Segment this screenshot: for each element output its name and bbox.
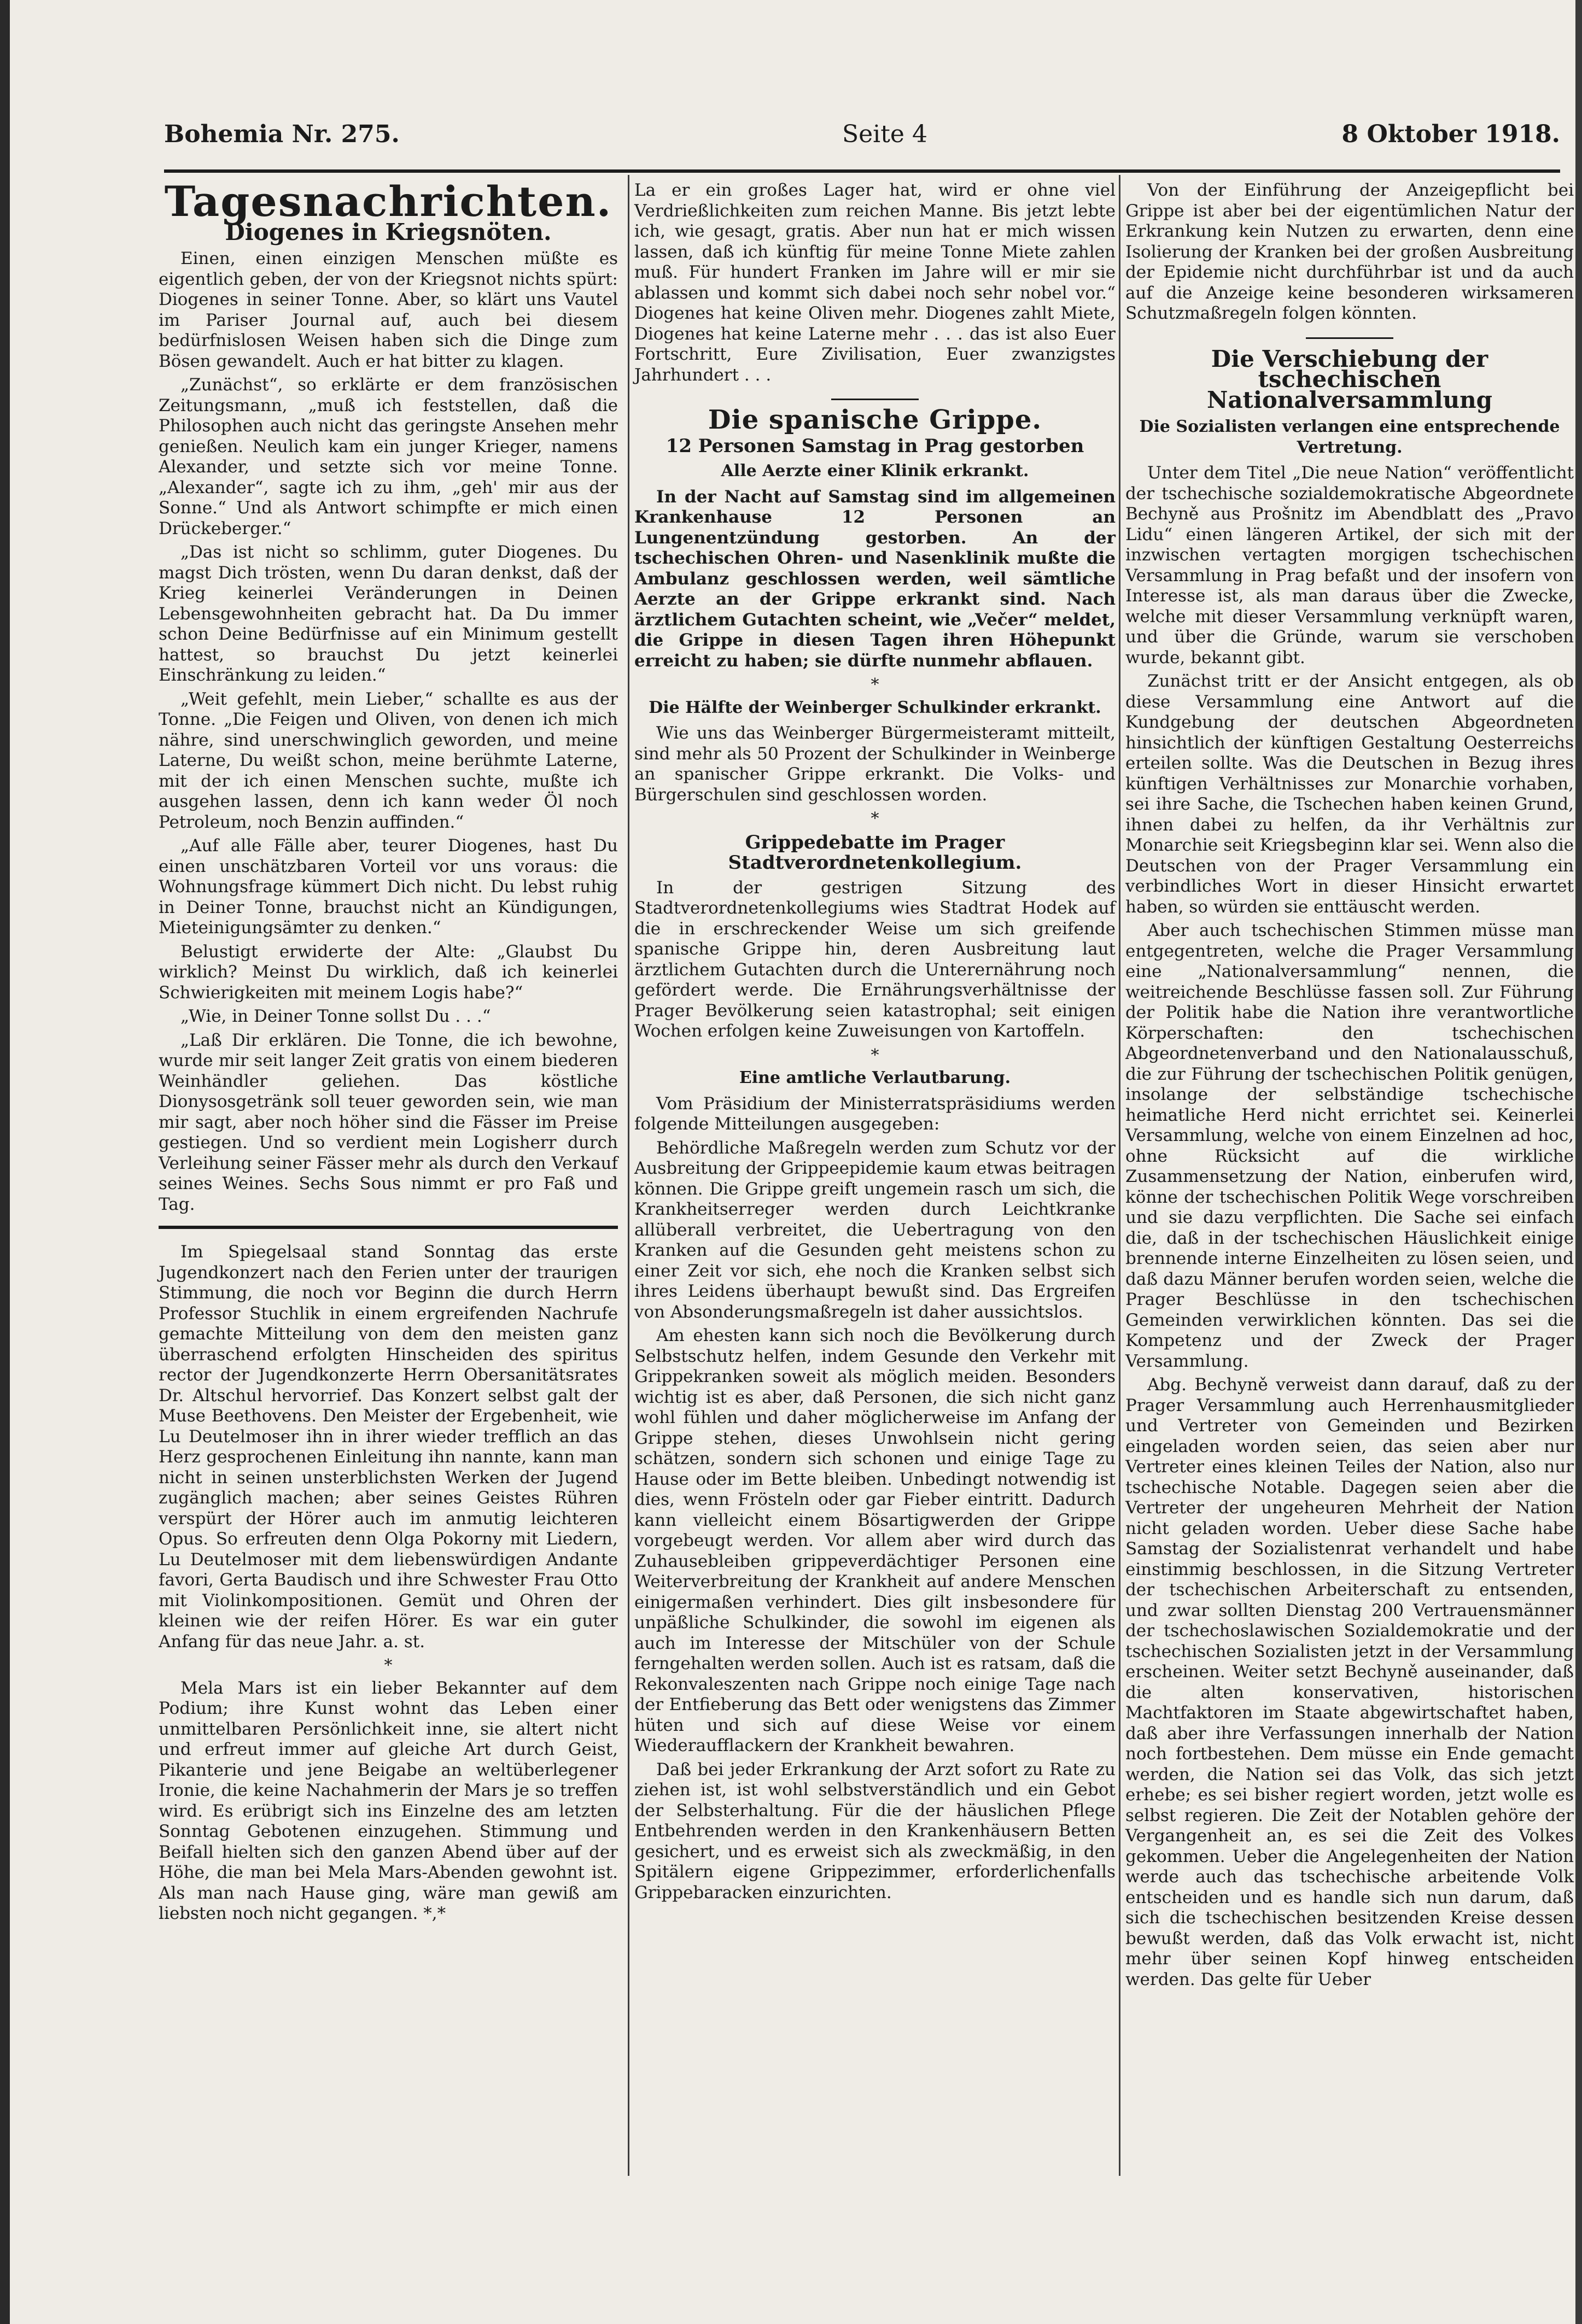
article-paragraph: Daß bei jeder Erkrankung der Arzt sofort zu Rate zu ziehen ist, ist wohl selbstverständlich und ein Gebot der Selbsterhaltung. Für die der häuslichen Pflege Entbehrenden werden in den Krankenhäusern Betten gesichert, und es erweist sich als zweckmäßig, in den Spitälern eigene Grippezimmer, erforderlichenfalls Grippebaracken einzurichten. xyxy=(634,1759,1116,1902)
article-paragraph: Behördliche Maßregeln werden zum Schutz vor der Ausbreitung der Grippeepidemie kaum etwas beitragen können. Die Grippe greift ungemein rasch um sich, die Krankheitserreger werden durch Leichtkranke allüberall verbreitet, die Uebertragung von den Kranken auf die Gesunden geht meistens schon zu einer Zeit vor sich, ehe noch die Kranken selbst sich ihres Leidens überhaupt bewußt sind. Das Ergreifen von Absonderungsmaßregeln ist daher aussichtslos. xyxy=(634,1138,1116,1322)
article-subheading: Die Hälfte der Weinberger Schulkinder erkrankt. xyxy=(649,698,1101,717)
article-body xyxy=(634,1094,1116,1904)
article-paragraph: „Wie, in Deiner Tonne sollst Du . . .“ xyxy=(180,1006,491,1026)
column-rule xyxy=(628,175,629,2176)
article-paragraph: Im Spiegelsaal stand Sonntag das erste Jugendkonzert nach den Ferien unter der traurigen Stimmung, die noch vor Beginn die durch Herrn Professor Stuchlik in einem ergreifenden Nachrufe gemachte Mitteilung von dem den meisten ganz überraschend erfolgten Hinscheiden des spiritus rector der Jugendkonzerte Herrn Obersanitätsrates Dr. Altschul hervorrief. Das Konzert selbst galt der Muse Beethovens. Den Meister der Ergebenheit, wie Lu Deutelmoser ihn in ihrer wieder trefflich an das Herz gesprochenen Einleitung ihn nannte, kann man nicht in seinen unsterblichsten Werken der Jugend zugänglich machen; aber seines Geistes Rühren verspürt der Hörer auch im anmutig leichteren Opus. So erfreuten denn Olga Pokorny mit Liedern, Lu Deutelmoser mit dem liebenswürdigen Andante favori, Gerta Baudisch und ihre Schwester Frau Otto mit Violinkompositionen. Gemüt und Ohren der kleinen wie der reifen Hörer. Es war ein guter Anfang für das neue Jahr. a. st. xyxy=(159,1242,618,1652)
article-continuation: La er ein großes Lager hat, wird er ohne viel Verdrießlichkeiten zum reichen Manne. Bis jetzt lebte ich, wie gesagt, gratis. Aber nun hat er mich wissen lassen, daß ich künftig für meine Tonne Miete zahlen muß. Für hundert Franken im Jahre will er mir sie ablassen und kommt sich dabei noch sehr nobel vor.“ Diogenes hat keine Oliven mehr. Diogenes zahlt Miete, Diogenes hat keine Laterne mehr . . . das ist also Euer Fortschritt, Eure Zivilisation, Euer zwanzigstes Jahrhundert . . . xyxy=(634,180,1116,385)
section-title: Tagesnachrichten. xyxy=(164,177,612,226)
article-body xyxy=(1125,463,1574,1990)
article-paragraph: Von der Einführung der Anzeigepflicht bei Grippe ist aber bei der eigentümlichen Natur der Erkrankung kein Nutzen zu erwarten, denn eine Isolierung der Kranken bei der großen Ausbreitung der Epidemie nicht durchführbar ist und da auch auf die Anzeige keine besonderen wirksameren Schutzmaßregeln folgen könnten. xyxy=(1125,180,1574,323)
article-title: Die spanische Grippe. xyxy=(708,405,1042,435)
column-3 xyxy=(1125,180,1574,1989)
article-paragraph: Aber auch tschechischen Stimmen müsse man entgegentreten, welche die Prager Versammlung eine „Nationalversammlung“ nennen, die weitreichende Beschlüsse fassen soll. Zur Führung der Politik habe die Nation ihre verantwortliche Körperschaften: den tschechischen Abgeordnetenverband und den Nationalausschuß, die zur Führung der tschechischen Politik genügen, insolange der selbständige tschechische heimatliche Herd nicht errichtet sei. Keinerlei Versammlung, welche von einem Einzelnen ad hoc, ohne Rücksicht auf die wirkliche Zusammensetzung der Nation, einberufen wird, könne der tschechischen Politik Wege vorschreiben und sie dazu verpflichten. Die Sache sei einfach die, daß in der tschechischen Häuslichkeit einige brennende interne Einzelheiten zu lösen seien, und daß dazu Männer berufen worden seien, welche die Prager Beschlüsse in den tschechischen Gemeinden verwirklichen könnten. Das sei die Kompetenz und der Zweck der Prager Versammlung. xyxy=(1125,921,1574,1371)
scan-edge-left xyxy=(0,0,10,2324)
article-body xyxy=(159,1242,618,1652)
article-title: Diogenes in Kriegsnöten. xyxy=(225,218,552,245)
issue-number: Bohemia Nr. 275. xyxy=(164,120,400,148)
section-divider xyxy=(159,1226,618,1229)
issue-date: 8 Oktober 1918. xyxy=(1341,120,1560,148)
article-paragraph: Am ehesten kann sich noch die Bevölkerung durch Selbstschutz helfen, indem Gesunde den Verkehr mit Grippekranken soweit als möglich meiden. Besonders wichtig ist es aber, daß Personen, die sich nicht ganz wohl fühlen und daher möglicherweise im Anfang der Grippe stehen, dieses Unwohlsein nicht gering schätzen, sondern sich schonen und einige Tage zu Hause oder im Bette bleiben. Unbedingt notwendig ist dies, wenn Frösteln oder gar Fieber eintritt. Dadurch kann vielleicht einem Bösartigwerden der Grippe vorgebeugt werden. Vor allem aber wird durch das Zuhausebleiben grippeverdächtiger Personen eine Weiterverbreitung der Krankheit auf andere Menschen einigermaßen verhindert. Dies gilt insbesondere für unpäßliche Schulkinder, die sowohl im eigenen als auch im Interesse der Mitschüler von der Schule ferngehalten werden sollen. Auch ist es ratsam, daß die Rekonvaleszenten nach Grippe noch einige Tage nach der Entfieberung das Bett oder wenigstens das Zimmer hüten und sich auf diese Weise vor einem Wiederaufflackern der Krankheit bewahren. xyxy=(634,1326,1116,1755)
separator-star: * xyxy=(384,1656,393,1675)
article-paragraph: „Weit gefehlt, mein Lieber,“ schallte es aus der Tonne. „Die Feigen und Oliven, von denen ich mich nähre, sind unerschwinglich geworden, und meine Laterne, Du weißt schon, meine berühmte Laterne, mit der ich einen Menschen suchte, mußte ich ausgehen lassen, denn ich kann weder Öl noch Petroleum, noch Benzin auffinden.“ xyxy=(159,689,618,832)
scan-edge-right xyxy=(1575,0,1582,2324)
section-divider xyxy=(831,399,919,400)
article-body xyxy=(159,249,618,1215)
article-paragraph: Einen, einen einzigen Menschen müßte es eigentlich geben, der von der Kriegsnot nichts spürt: Diogenes in seiner Tonne. Aber, so klärt uns Vautel im Pariser Journal auf, auch bei diesem bedürfnislosen Weisen haben sich die Dinge zum Bösen gewandelt. Auch er hat bitter zu klagen. xyxy=(159,249,618,371)
article-paragraph: Unter dem Titel „Die neue Nation“ veröffentlicht der tschechische sozialdemokratische Abgeordnete Bechyně aus Prošnitz im Abendblatt des „Pravo Lidu“ einen längeren Artikel, der sich mit der inzwischen vertagten morgigen tschechischen Versammlung in Prag befaßt und der insofern von Interesse ist, als man daraus über die Zwecke, welche mit dieser Versammlung verknüpft waren, und über die Gründe, warum sie verschoben wurde, bekannt gibt. xyxy=(1125,463,1574,668)
header-rule xyxy=(164,169,1560,173)
article-paragraph: „Laß Dir erklären. Die Tonne, die ich bewohne, wurde mir seit langer Zeit gratis von einem biederen Weinhändler geliehen. Das köstliche Dionysosgetränk soll teuer geworden sein, wie man mir sagt, aber noch höher sind die Fässer im Preise gestiegen. Und so verdient mein Logisherr durch Verleihung seiner Fässer mehr als durch den Verkauf seines Weines. Sechs Sous nimmt er pro Faß und Tag. xyxy=(159,1030,618,1214)
article-subheading: Alle Aerzte einer Klinik erkrankt. xyxy=(721,461,1029,481)
page-header xyxy=(164,115,1560,159)
column-1 xyxy=(159,177,618,2138)
separator-star: * xyxy=(871,675,879,694)
article-subheading: Grippedebatte im Prager Stadtverordnetenkollegium. xyxy=(728,831,1022,874)
page-number: Seite 4 xyxy=(842,120,927,148)
article-subheading: Eine amtliche Verlautbarung. xyxy=(739,1068,1011,1087)
article-paragraph: Abg. Bechyně verweist dann darauf, daß zu der Prager Versammlung auch Herrenhausmitglieder und Vertreter von Gemeinden und Bezirken eingeladen worden seien, das seien aber nur Vertreter eines kleinen Teiles der Nation, also nur tschechische Notable. Dagegen seien aber die Vertreter der ungeheuren Mehrheit der Nation nicht geladen worden. Ueber diese Sache habe Samstag der Sozialistenrat verhandelt und habe einstimmig beschlossen, in die Sitzung Vertreter der tschechischen Arbeiterschaft zu entsenden, und zwar sollten Dienstag 200 Vertrauensmänner der tschechoslawischen Sozialdemokratie und der tschechischen Sozialisten jetzt in der Versammlung erscheinen. Weiter setzt Bechyně auseinander, daß die alten konservativen, historischen Machtfaktoren im Staate abgewirtschaftet haben, daß aber ihre Verfassungen innerhalb der Nation noch fortbestehen. Dem müsse ein Ende gemacht werden, die Nation sei das Volk, das sich jetzt erhebe; es sei bisher regiert worden, jetzt wolle es selbst regieren. Die Zeit der Notablen gehöre der Vergangenheit an, es sei die Zeit des Volkes gekommen. Ueber die Angelegenheiten der Nation werde auch das tschechische arbeitende Volk entscheiden und es handle sich nun darum, daß sich die tschechischen besitzenden Kreise dessen bewußt werden, daß das Volk erwacht ist, nicht mehr über seinen Kopf hinweg entscheiden werden. Das gelte für Ueber xyxy=(1125,1375,1574,1989)
article-paragraph: In der Nacht auf Samstag sind im allgemeinen Krankenhause 12 Personen an Lungenentzündung gestorben. An der tschechischen Ohren- und Nasenklinik mußte die Ambulanz geschlossen werden, weil sämtliche Aerzte an der Grippe erkrankt sind. Nach ärztlichem Gutachten scheint, wie „Večer“ meldet, die Grippe in diesen Tagen ihren Höhepunkt erreicht zu haben; sie dürfte nunmehr abflauen. xyxy=(634,487,1116,671)
article-body xyxy=(159,1678,618,1924)
section-divider xyxy=(1306,337,1393,339)
article-paragraph: Mela Mars ist ein lieber Bekannter auf dem Podium; ihre Kunst wohnt das Leben einer unmittelbaren Persönlichkeit inne, sie altert nicht und erfreut immer auf gleiche Art durch Geist, Pikanterie und jene Beigabe an weltüberlegener Ironie, die keine Nachahmerin der Mars je so treffen wird. Es erübrigt sich ins Einzelne des am letzten Sonntag Gebotenen einzugehen. Stimmung und Beifall hielten sich den ganzen Abend über auf der Höhe, die man bei Mela Mars-Abenden gewohnt ist. Als man nach Hause ging, wäre man gewiß am liebsten noch nicht gegangen. *,* xyxy=(159,1678,618,1923)
article-paragraph: In der gestrigen Sitzung des Stadtverordnetenkollegiums wies Stadtrat Hodek auf die in erschreckender Weise um sich greifende spanische Grippe hin, deren Ausbreitung laut ärztlichem Gutachten durch die Unterernährung noch gefördert werde. Die Ernährungsverhältnisse der Prager Bevölkerung seien katastrophal; seit einigen Wochen erfolgen keine Zuweisungen von Kartoffeln. xyxy=(634,877,1116,1041)
column-rule xyxy=(1119,175,1120,2176)
article-paragraph: Vom Präsidium der Ministerratspräsidiums werden folgende Mitteilungen ausgegeben: xyxy=(634,1093,1116,1134)
column-2 xyxy=(634,180,1116,2198)
article-paragraph: „Das ist nicht so schlimm, guter Diogenes. Du magst Dich trösten, wenn Du daran denkst, daß der Krieg keinerlei Veränderungen in Deinen Lebensgewohnheiten gebracht hat. Da Du immer schon Deine Bedürfnisse auf ein Minimum gestellt hattest, so brauchst Du jetzt keinerlei Einschränkung zu leiden.“ xyxy=(159,542,618,685)
article-paragraph: „Auf alle Fälle aber, teurer Diogenes, hast Du einen unschätzbaren Vorteil vor uns voraus: die Wohnungsfrage kümmert Dich nicht. Du lebst ruhig in Deiner Tonne, brauchst nicht an Kündigungen, Mieteinigungsämter zu denken.“ xyxy=(159,836,618,938)
article-paragraph: „Zunächst“, so erklärte er dem französischen Zeitungsmann, „muß ich feststellen, daß die Philosophen auch nicht das geringste Ansehen mehr genießen. Neulich kam ein junger Krieger, namens Alexander, und setzte sich vor meine Tonne. „Alexander“, sagte ich zu ihm, „geh' mir aus der Sonne.“ Und als Antwort schimpfte er mich einen Drückeberger.“ xyxy=(159,375,618,538)
separator-star: * xyxy=(871,809,879,828)
article-subtitle: Die Sozialisten verlangen eine entsprechende Vertretung. xyxy=(1139,417,1560,457)
article-subtitle: 12 Personen Samstag in Prag gestorben xyxy=(666,435,1084,457)
article-paragraph: Wie uns das Weinberger Bürgermeisteramt mitteilt, sind mehr als 50 Prozent der Schulkinder in Weinberge an spanischer Grippe erkrankt. Die Volks- und Bürgerschulen sind geschlossen worden. xyxy=(634,723,1116,805)
separator-star: * xyxy=(871,1045,879,1065)
article-paragraph: Belustigt erwiderte der Alte: „Glaubst Du wirklich? Meinst Du wirklich, daß ich keinerlei Schwierigkeiten mit meinem Logis habe?“ xyxy=(159,941,618,1003)
article-paragraph: Zunächst tritt er der Ansicht entgegen, als ob diese Versammlung eine Antwort auf die Kundgebung der deutschen Abgeordneten hinsichtlich der künftigen Gestaltung Oesterreichs erteilen sollte. Was die Deutschen in Bezug ihres künftigen Verhältnisses zur Monarchie vorhaben, sei ihre Sache, die Tschechen haben keinen Grund, ihnen dabei zu helfen, da ihr Verhältnis zur Monarchie seit Kriegsbeginn klar sei. Wenn also die Deutschen von der Prager Versammlung ein verbindliches Wort in dieser Hinsicht erwartet haben, so würden sie enttäuscht werden. xyxy=(1125,671,1574,917)
article-title: Die Verschiebung der tschechischen Nationalversammlung xyxy=(1206,345,1493,413)
